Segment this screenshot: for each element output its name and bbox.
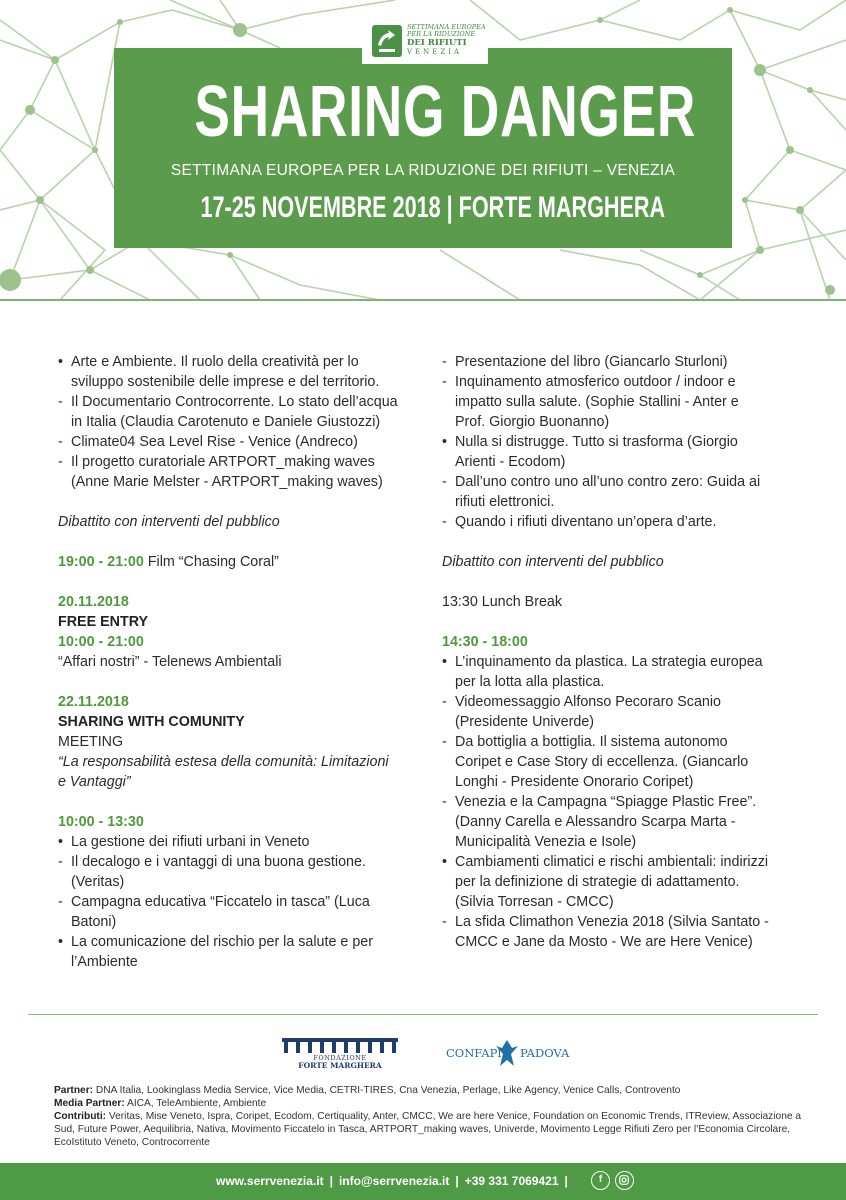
- list-item: [442, 732, 822, 752]
- list-marker: -: [58, 854, 63, 870]
- list-item: [58, 932, 430, 952]
- day-20-date: 20.11.2018: [58, 594, 129, 610]
- list-marker: -: [442, 514, 447, 530]
- list-marker: -: [58, 434, 63, 450]
- list-item: [58, 412, 430, 432]
- list-item: [442, 652, 822, 672]
- list-item-text: Il Documentario Controcorrente. Lo stato dell’acqua: [71, 394, 398, 410]
- list-item-text: Cambiamenti climatici e rischi ambientali: indirizzi: [455, 854, 769, 870]
- program-right-column: [442, 352, 822, 972]
- list-item-text: Municipalità Venezia e Isole): [455, 834, 637, 850]
- day-22-date: 22.11.2018: [58, 694, 129, 710]
- list-marker: •: [442, 854, 448, 870]
- list-item: [442, 372, 822, 392]
- day-22-block: [58, 692, 430, 792]
- serr-logo: [362, 18, 488, 64]
- list-item: [58, 452, 430, 472]
- debate-note: Dibattito con interventi del pubblico: [58, 514, 280, 530]
- list-item: [442, 712, 822, 732]
- list-item-text: Nulla si distrugge. Tutto si trasforma (Giorgio: [455, 434, 738, 450]
- list-item-text: Il decalogo e i vantaggi di una buona gestione.: [71, 854, 366, 870]
- list-marker: •: [442, 654, 448, 670]
- event-subtitle: SETTIMANA EUROPEA PER LA RIDUZIONE DEI RIFIUTI – VENEZIA: [170, 162, 676, 179]
- lunch-break: 13:30 Lunch Break: [442, 594, 563, 610]
- list-item-text: Arte e Ambiente. Il ruolo della creatività per lo: [71, 354, 359, 370]
- list-marker: -: [442, 694, 447, 710]
- day-22-title: SHARING WITH COMUNITY: [58, 714, 245, 730]
- list-item-text: sviluppo sostenibile delle imprese e del territorio.: [71, 374, 380, 390]
- list-item: [442, 392, 822, 412]
- list-item-text: impatto sulla salute. (Sophie Stallini - Anter e: [455, 394, 739, 410]
- event-dates: 17-25 NOVEMBRE 2018 | FORTE MARGHERA: [200, 191, 666, 224]
- debate-note-2: Dibattito con interventi del pubblico: [442, 554, 664, 570]
- film-entry: [58, 552, 430, 572]
- confapi-padova-logo: CONFAPI PADOVA: [444, 1038, 570, 1068]
- list-item-text: (Veritas): [71, 874, 125, 890]
- day-22-subtitle: MEETING: [58, 734, 124, 750]
- list-item: [58, 892, 430, 912]
- morning-session-items: [58, 832, 430, 972]
- list-item-text: Videomessaggio Alfonso Pecoraro Scanio: [455, 694, 721, 710]
- list-item-text: Prof. Giorgio Buonanno): [455, 414, 610, 430]
- list-marker: -: [58, 394, 63, 410]
- footer-divider: |: [329, 1174, 333, 1188]
- fortress-arches-icon: [280, 1036, 400, 1054]
- content-divider: [28, 1014, 818, 1015]
- list-item-text: (Presidente Univerde): [455, 714, 595, 730]
- list-item: [58, 832, 430, 852]
- list-item-text: rifiuti elettronici.: [455, 494, 555, 510]
- day-20-event: “Affari nostri” - Telenews Ambientali: [58, 654, 282, 670]
- list-item: [58, 912, 430, 932]
- website-link[interactable]: www.serrvenezia.it: [216, 1174, 324, 1188]
- morning-session-time: 10:00 - 13:30: [58, 814, 144, 830]
- list-item: [58, 432, 430, 452]
- list-item-text: per la lotta alla plastica.: [455, 674, 605, 690]
- footer-bar: [0, 1163, 846, 1200]
- day-20-block: [58, 592, 430, 672]
- list-item-text: Presentazione del libro (Giancarlo Sturloni): [455, 354, 728, 370]
- list-item-text: L’inquinamento da plastica. La strategia europea: [455, 654, 763, 670]
- list-item-text: Da bottiglia a bottiglia. Il sistema autonomo: [455, 734, 728, 750]
- event-title: SHARING DANGER: [194, 72, 697, 152]
- list-item-text: Batoni): [71, 914, 117, 930]
- list-item-text: La gestione dei rifiuti urbani in Veneto: [71, 834, 310, 850]
- list-item-text: Arienti - Ecodom): [455, 454, 566, 470]
- list-item-text: Coripet e Case Story di eccellenza. (Giancarlo: [455, 754, 749, 770]
- list-item: [442, 432, 822, 452]
- list-item: [58, 952, 430, 972]
- list-marker: -: [442, 374, 447, 390]
- list-item-text: Il progetto curatoriale ARTPORT_making waves: [71, 454, 375, 470]
- list-marker: •: [58, 934, 64, 950]
- list-item: [442, 472, 822, 492]
- list-item-text: per la definizione di strategie di adattamento.: [455, 874, 740, 890]
- list-item: [442, 792, 822, 812]
- list-marker: -: [58, 454, 63, 470]
- list-item: [442, 352, 822, 372]
- list-marker: •: [58, 834, 64, 850]
- list-item-text: CMCC e Jane da Mosto - We are Here Venice): [455, 934, 753, 950]
- list-item: [442, 772, 822, 792]
- list-item-text: Campagna educativa “Ficcatelo in tasca” (Luca: [71, 894, 370, 910]
- list-item: [442, 852, 822, 872]
- list-item-text: Quando i rifiuti diventano un’opera d’arte.: [455, 514, 717, 530]
- confapi-figure-icon: [494, 1038, 520, 1068]
- list-marker: •: [58, 354, 64, 370]
- email-link[interactable]: info@serrvenezia.it: [338, 1174, 450, 1188]
- intro-items: [58, 352, 430, 492]
- recycle-hand-icon: [372, 25, 402, 57]
- list-marker: -: [442, 734, 447, 750]
- morning-session: [58, 812, 430, 972]
- list-item: [442, 692, 822, 712]
- list-item: [58, 872, 430, 892]
- program-left-column: [58, 352, 430, 992]
- afternoon-session: [442, 632, 822, 952]
- footer-divider: |: [564, 1174, 568, 1188]
- day-22-quote-line-1: “La responsabilità estesa della comunità: Limitazioni: [58, 754, 389, 770]
- list-marker: -: [442, 354, 447, 370]
- forte-marghera-logo: FONDAZIONE FORTE MARGHERA: [280, 1036, 400, 1070]
- partners-credits: [54, 1084, 814, 1149]
- list-item: [58, 852, 430, 872]
- list-item-text: La comunicazione del rischio per la salute e per: [71, 934, 373, 950]
- header-bottom-rule: [0, 299, 846, 301]
- list-item: [442, 932, 822, 952]
- phone-number: +39 331 7069421: [464, 1174, 559, 1188]
- afternoon-session-items: [442, 652, 822, 952]
- media-partner-line: Media Partner: AICA, TeleAmbiente, Ambiente: [54, 1098, 267, 1109]
- serr-logo-text: SETTIMANA EUROPEA PER LA RIDUZIONE DEI RIFIUTI VENEZIA: [407, 23, 486, 56]
- list-item-text: Longhi - Presidente Onorario Coripet): [455, 774, 694, 790]
- list-item-text: l’Ambiente: [71, 954, 138, 970]
- list-item-text: Climate04 Sea Level Rise - Venice (Andreco): [71, 434, 358, 450]
- list-item: [442, 872, 822, 892]
- day-20-title: FREE ENTRY: [58, 614, 149, 630]
- list-item-text: Inquinamento atmosferico outdoor / indoor e: [455, 374, 736, 390]
- list-item-text: Venezia e la Campagna “Spiagge Plastic Free”.: [455, 794, 757, 810]
- afternoon-session-time: 14:30 - 18:00: [442, 634, 528, 650]
- list-item: [442, 832, 822, 852]
- list-marker: -: [442, 474, 447, 490]
- list-item: [442, 492, 822, 512]
- list-item: [442, 912, 822, 932]
- list-item-text: (Danny Carella e Alessandro Scarpa Marta -: [455, 814, 736, 830]
- instagram-icon[interactable]: [615, 1171, 634, 1190]
- list-item: [58, 372, 430, 392]
- continued-items: [442, 352, 822, 532]
- list-item: [442, 452, 822, 472]
- day-20-time: 10:00 - 21:00: [58, 634, 144, 650]
- list-marker: -: [442, 914, 447, 930]
- list-item: [442, 672, 822, 692]
- list-item: [58, 392, 430, 412]
- list-item-text: (Silvia Torresan - CMCC): [455, 894, 614, 910]
- facebook-icon[interactable]: f: [591, 1171, 610, 1190]
- list-item-text: La sfida Climathon Venezia 2018 (Silvia Santato -: [455, 914, 769, 930]
- day-22-quote-line-2: e Vantaggi”: [58, 774, 131, 790]
- title-banner: [114, 48, 732, 248]
- list-marker: -: [442, 794, 447, 810]
- film-title: Film “Chasing Coral”: [143, 554, 279, 570]
- list-item-text: in Italia (Claudia Carotenuto e Daniele Giustozzi): [71, 414, 381, 430]
- list-marker: •: [442, 434, 448, 450]
- list-item: [58, 352, 430, 372]
- list-item-text: Dall’uno contro uno all’uno contro zero: Guida ai: [455, 474, 761, 490]
- list-item: [442, 412, 822, 432]
- footer-contacts: [216, 1174, 574, 1188]
- list-item: [442, 752, 822, 772]
- list-item: [442, 512, 822, 532]
- contributors-line: Contributi: Veritas, Mise Veneto, Ispra, Coripet, Ecodom, Certiquality, Anter, CMCC, We are here Venice, Foundation on Economic Trends, ITReview, Associazione a Sud, Future Power, Aequilibria, Nativa, Movimento Ficcatelo in Tasca, ARTPORT_making waves, Univerde, Movimento Legge Rifiuti Zero per l’Economia Circolare, EcoIstituto Veneto, Controcorrente: [54, 1111, 802, 1148]
- list-item: [442, 892, 822, 912]
- film-time: 19:00 - 21:00: [58, 554, 144, 570]
- list-item: [442, 812, 822, 832]
- list-item-text: (Anne Marie Melster - ARTPORT_making waves): [71, 474, 383, 490]
- partner-line: Partner: DNA Italia, Lookinglass Media Service, Vice Media, CETRI-TIRES, Cna Venezia, Perlage, Like Agency, Venice Calls, Controvento: [54, 1085, 681, 1096]
- list-item: [58, 472, 430, 492]
- list-marker: -: [58, 894, 63, 910]
- footer-divider: |: [455, 1174, 459, 1188]
